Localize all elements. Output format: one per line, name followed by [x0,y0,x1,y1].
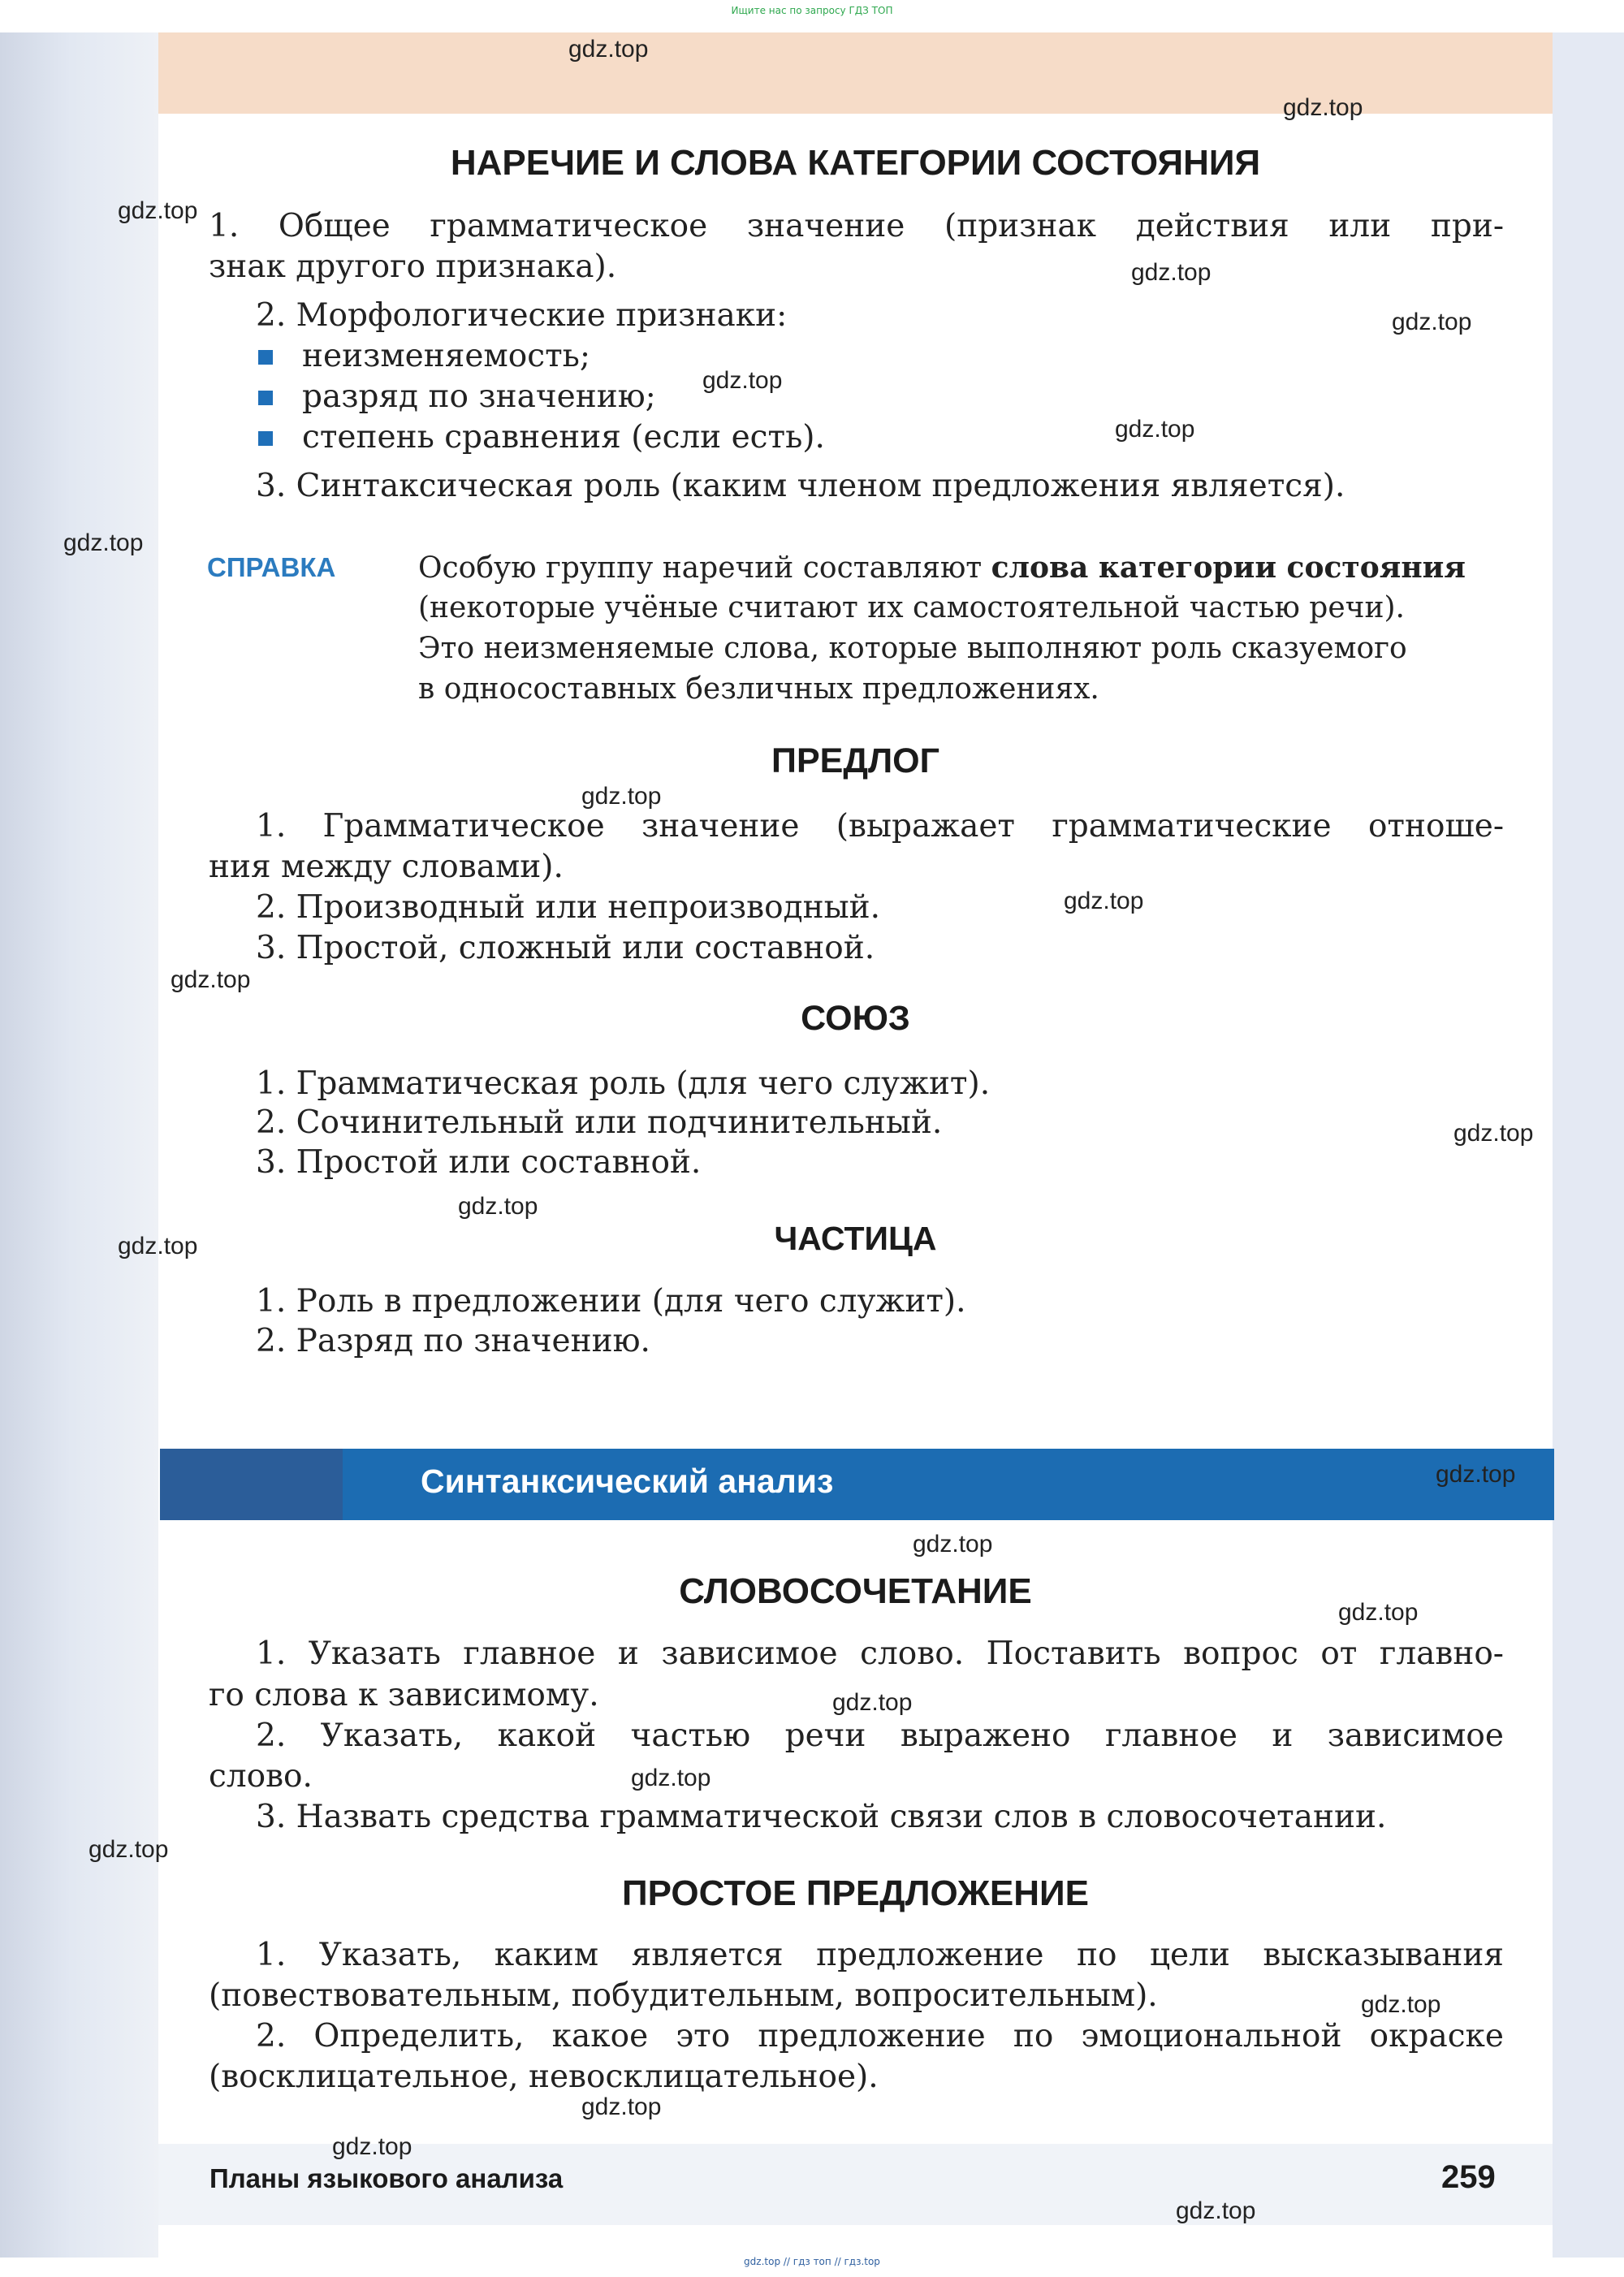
adverb-bullet-1: неизменяемость; [302,338,591,374]
phrase-title: СЛОВОСОЧЕТАНИЕ [679,1571,1032,1611]
top-tint [0,32,1624,114]
conjunction-item-1: 1. Грамматическая роль (для чего служит). [256,1065,991,1102]
phrase-item-3: 3. Назвать средства грамматической связи слов в словосочетании. [256,1799,1387,1835]
reference-line-2: (некоторые учёные считают их самостоятельной частью речи). [418,591,1405,624]
bullet-icon [258,350,273,365]
watermark: gdz.top [1436,1461,1516,1488]
bullet-icon [258,391,273,405]
particle-item-1: 1. Роль в предложении (для чего служит). [256,1283,966,1320]
preposition-item-3: 3. Простой, сложный или составной. [256,930,875,966]
adverb-item-3: 3. Синтаксическая роль (каким членом предложения является). [256,468,1345,504]
reference-line-3: Это неизменяемые слова, которые выполняют роль сказуемого [418,632,1407,665]
page-number: 259 [1441,2159,1496,2195]
section-band [160,1449,1554,1520]
watermark: gdz.top [1392,309,1472,335]
watermark: gdz.top [913,1531,993,1558]
adverb-title: НАРЕЧИЕ И СЛОВА КАТЕГОРИИ СОСТОЯНИЯ [450,143,1261,183]
watermark: gdz.top [118,1233,198,1259]
bullet-icon [258,431,273,446]
reference-line-4: в односоставных безличных предложениях. [418,672,1099,706]
preposition-item-1a: 1. Грамматическое значение (выражает грамматические отноше- [256,808,1504,845]
simple-sentence-item-2a: 2. Определить, какое это предложение по эмоциональной окраске [256,2018,1504,2054]
phrase-item-2b: слово. [209,1758,313,1795]
footer-note: gdz.top // гдз топ // гдз.top [744,2256,880,2267]
adverb-bullet-2: разряд по значению; [302,378,656,415]
watermark: gdz.top [581,2093,662,2120]
right-margin [1553,32,1624,2258]
left-margin [0,32,158,2258]
watermark: gdz.top [1176,2197,1256,2224]
watermark: gdz.top [458,1193,538,1220]
phrase-item-2a: 2. Указать, какой частью речи выражено главное и зависимое [256,1717,1504,1754]
watermark: gdz.top [1453,1120,1534,1147]
watermark: gdz.top [1115,416,1195,443]
preposition-item-1b: ния между словами). [209,849,564,885]
adverb-bullet-3: степень сравнения (если есть). [302,419,825,456]
watermark: gdz.top [63,529,144,556]
particle-title: ЧАСТИЦА [774,1220,937,1257]
adverb-item-2: 2. Морфологические признаки: [256,297,788,334]
particle-item-2: 2. Разряд по значению. [256,1323,650,1359]
reference-label: СПРАВКА [207,552,336,582]
preposition-item-2: 2. Производный или непроизводный. [256,889,881,926]
conjunction-title: СОЮЗ [801,999,910,1038]
watermark: gdz.top [1283,94,1363,121]
watermark: gdz.top [832,1689,913,1716]
preposition-title: ПРЕДЛОГ [771,741,939,780]
watermark: gdz.top [568,36,649,63]
watermark: gdz.top [171,966,251,993]
simple-sentence-item-2b: (восклицательное, невосклицательное). [209,2059,879,2095]
watermark: gdz.top [702,367,783,394]
footer-title: Планы языкового анализа [209,2163,564,2193]
section-band-title: Синтанксический анализ [421,1463,834,1500]
simple-sentence-item-1b: (повествовательным, побудительным, вопросительным). [209,1977,1158,2014]
watermark: gdz.top [332,2133,412,2160]
conjunction-item-3: 3. Простой или составной. [256,1144,702,1181]
header-note: Ищите нас по запросу ГДЗ ТОП [731,5,893,16]
adverb-item-1a: 1. Общее грамматическое значение (признак действия или при- [209,208,1504,244]
conjunction-item-2: 2. Сочинительный или подчинительный. [256,1104,943,1141]
watermark: gdz.top [581,783,662,810]
adverb-item-1b: знак другого признака). [209,248,617,285]
phrase-item-1a: 1. Указать главное и зависимое слово. Поставить вопрос от главно- [256,1635,1504,1672]
watermark: gdz.top [118,197,198,224]
watermark: gdz.top [1064,888,1144,914]
section-band-accent [160,1449,343,1520]
watermark: gdz.top [631,1765,711,1791]
reference-line-1: Особую группу наречий составляют слова категории состояния [418,551,1466,585]
watermark: gdz.top [89,1836,169,1863]
phrase-item-1b: го слова к зависимому. [209,1677,599,1713]
watermark: gdz.top [1338,1599,1419,1626]
simple-sentence-title: ПРОСТОЕ ПРЕДЛОЖЕНИЕ [622,1873,1089,1913]
watermark: gdz.top [1131,259,1212,286]
watermark: gdz.top [1361,1991,1441,2018]
simple-sentence-item-1a: 1. Указать, каким является предложение по цели высказывания [256,1937,1504,1973]
